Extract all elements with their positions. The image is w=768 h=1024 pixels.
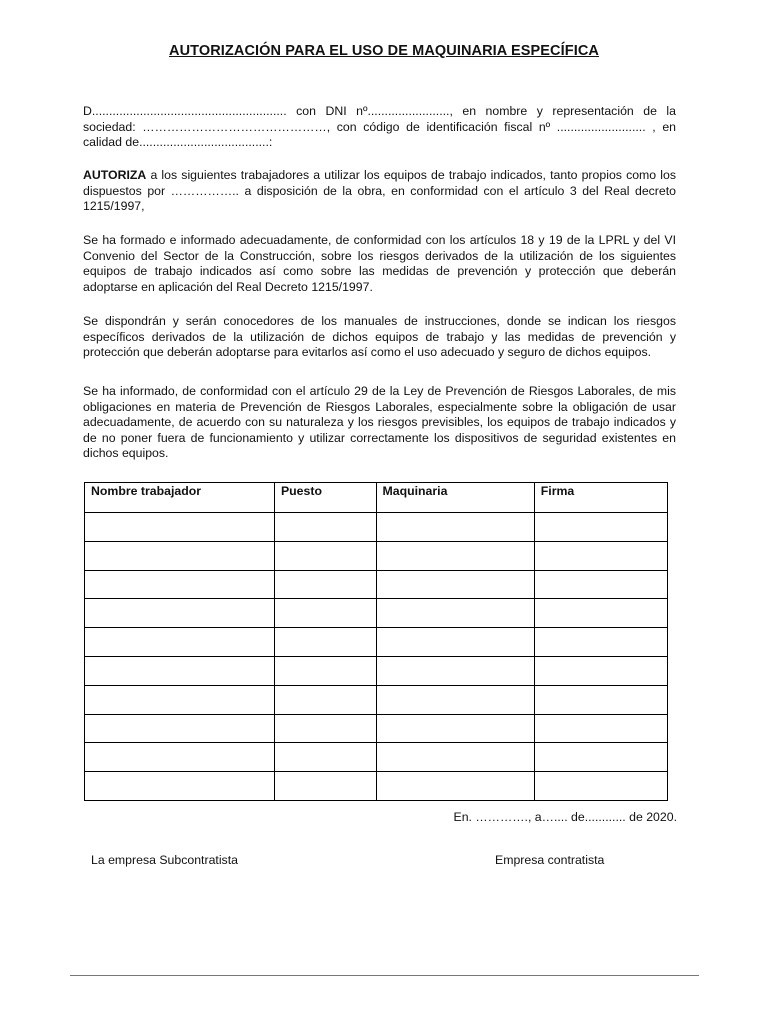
representative-text: D......................................................... con DNI nº........................, en nombre y representación de la sociedad: ………………………………………, con código de identificación fiscal nº .......................... , en calidad de......................................: — [83, 104, 676, 150]
table-header-row — [85, 483, 668, 513]
header-puesto: Puesto — [274, 483, 376, 513]
maquinaria-cell[interactable] — [376, 772, 534, 801]
maquinaria-cell[interactable] — [376, 714, 534, 743]
puesto-cell[interactable] — [274, 513, 376, 542]
footer-divider — [70, 975, 699, 976]
maquinaria-cell[interactable] — [376, 570, 534, 599]
maquinaria-cell[interactable] — [376, 599, 534, 628]
puesto-cell[interactable] — [274, 743, 376, 772]
maquinaria-cell[interactable] — [376, 743, 534, 772]
signature-subcontractor: La empresa Subcontratista — [91, 853, 238, 867]
puesto-cell[interactable] — [274, 628, 376, 657]
manuals-text: Se dispondrán y serán conocedores de los manuales de instrucciones, donde se indican los riesgos específicos derivados de la utilización de dichos equipos de trabajo y las medidas de prevención y protección que deberán adoptarse para evitarlos así como el uso adecuado y seguro de dichos equipos. — [83, 314, 676, 360]
header-maquinaria: Maquinaria — [376, 483, 534, 513]
nombre-cell[interactable] — [85, 599, 275, 628]
table-row — [85, 541, 668, 570]
header-nombre-trabajador: Nombre trabajador — [85, 483, 275, 513]
nombre-cell[interactable] — [85, 628, 275, 657]
header-firma: Firma — [534, 483, 667, 513]
signature-contractor: Empresa contratista — [495, 853, 605, 867]
puesto-cell[interactable] — [274, 570, 376, 599]
puesto-cell[interactable] — [274, 714, 376, 743]
nombre-cell[interactable] — [85, 772, 275, 801]
puesto-cell[interactable] — [274, 656, 376, 685]
table-body — [85, 513, 668, 801]
firma-cell[interactable] — [534, 685, 667, 714]
maquinaria-cell[interactable] — [376, 685, 534, 714]
nombre-cell[interactable] — [85, 743, 275, 772]
training-text: Se ha formado e informado adecuadamente, de conformidad con los artículos 18 y 19 de la LPRL y del VI Convenio del Sector de la Construcción, sobre los riesgos derivados de la utilización de los siguientes equipos de trabajo indicados así como sobre las medidas de prevención y protección que deberán adoptarse en aplicación del Real Decreto 1215/1997. — [83, 233, 676, 294]
table-row — [85, 628, 668, 657]
puesto-cell[interactable] — [274, 685, 376, 714]
table-row — [85, 513, 668, 542]
date-line: En. …………., a….... de............ de 2020. — [453, 810, 677, 824]
nombre-cell[interactable] — [85, 513, 275, 542]
maquinaria-cell[interactable] — [376, 513, 534, 542]
maquinaria-cell[interactable] — [376, 628, 534, 657]
representative-paragraph — [83, 104, 676, 151]
firma-cell[interactable] — [534, 599, 667, 628]
nombre-cell[interactable] — [85, 541, 275, 570]
manuals-paragraph — [83, 314, 676, 361]
table-row — [85, 743, 668, 772]
nombre-cell[interactable] — [85, 570, 275, 599]
firma-cell[interactable] — [534, 743, 667, 772]
firma-cell[interactable] — [534, 772, 667, 801]
table-row — [85, 570, 668, 599]
table-row — [85, 685, 668, 714]
obligations-paragraph — [83, 384, 676, 462]
firma-cell[interactable] — [534, 513, 667, 542]
maquinaria-cell[interactable] — [376, 656, 534, 685]
puesto-cell[interactable] — [274, 772, 376, 801]
authorization-paragraph — [83, 168, 676, 215]
firma-cell[interactable] — [534, 714, 667, 743]
firma-cell[interactable] — [534, 541, 667, 570]
nombre-cell[interactable] — [85, 656, 275, 685]
authorization-text: a los siguientes trabajadores a utilizar los equipos de trabajo indicados, tanto propios como los dispuestos por …………….. a disposición de la obra, en conformidad con el artículo 3 del Real decreto 1215/1997, — [83, 168, 676, 214]
nombre-cell[interactable] — [85, 714, 275, 743]
document-title: AUTORIZACIÓN PARA EL USO DE MAQUINARIA ESPECÍFICA — [169, 43, 599, 59]
authorization-keyword: AUTORIZA — [83, 168, 147, 182]
table-row — [85, 714, 668, 743]
firma-cell[interactable] — [534, 570, 667, 599]
table-row — [85, 599, 668, 628]
firma-cell[interactable] — [534, 628, 667, 657]
nombre-cell[interactable] — [85, 685, 275, 714]
table-row — [85, 656, 668, 685]
puesto-cell[interactable] — [274, 599, 376, 628]
workers-table — [84, 482, 668, 801]
training-paragraph — [83, 233, 676, 295]
puesto-cell[interactable] — [274, 541, 376, 570]
table-row — [85, 772, 668, 801]
maquinaria-cell[interactable] — [376, 541, 534, 570]
obligations-text: Se ha informado, de conformidad con el artículo 29 de la Ley de Prevención de Riesgos Laborales, de mis obligaciones en materia de Prevención de Riesgos Laborales, especialmente sobre la obligación de usar adecuadamente, de acuerdo con su naturaleza y los riesgos previsibles, los equipos de trabajo indicados y de no poner fuera de funcionamiento y utilizar correctamente los dispositivos de seguridad existentes en dichos equipos. — [83, 384, 676, 461]
firma-cell[interactable] — [534, 656, 667, 685]
